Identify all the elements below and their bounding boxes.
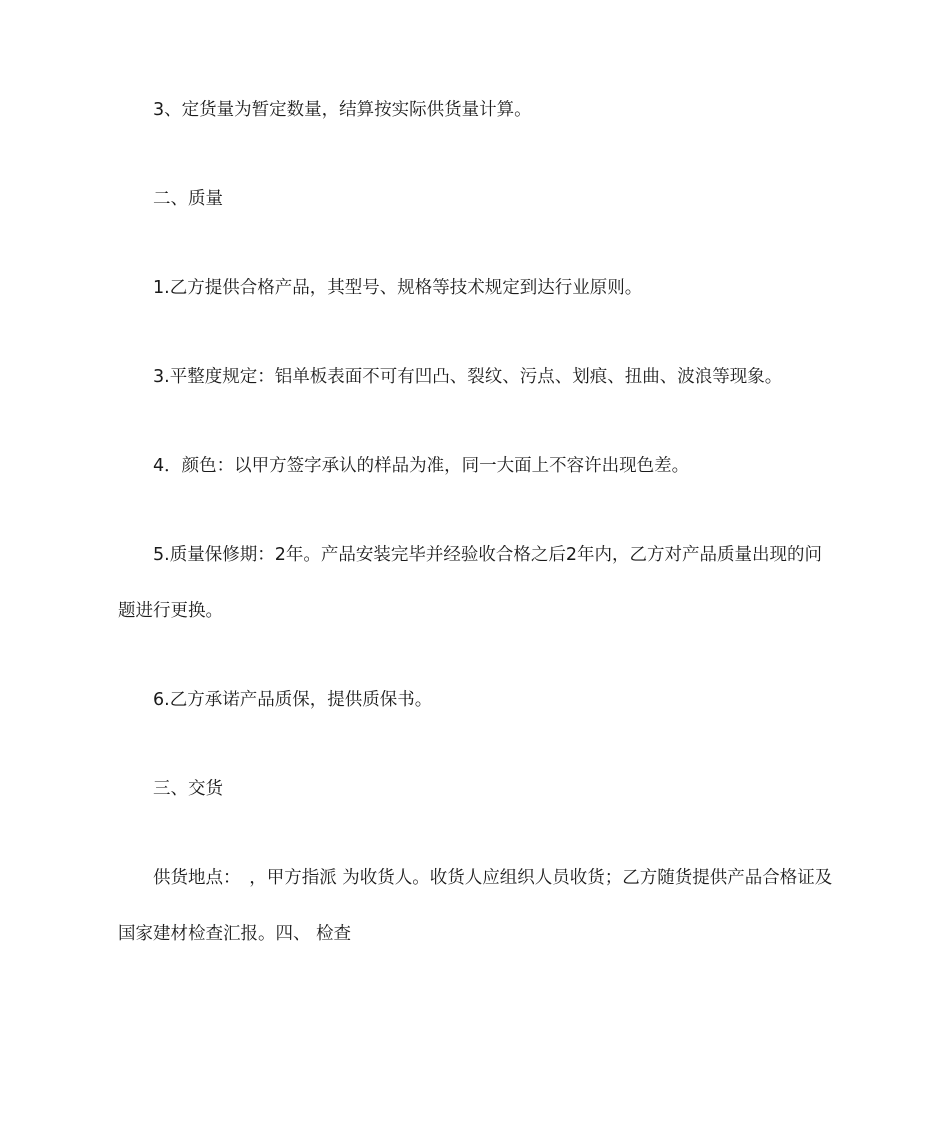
- section-heading-quality: 二、质量: [153, 189, 223, 209]
- section-heading-delivery: 三、交货: [153, 779, 223, 799]
- clause-warranty-certificate: 6.乙方承诺产品质保，提供质保书。: [153, 690, 433, 710]
- clause-color: 4．颜色：以甲方签字承认的样品为准，同一大面上不容许出现色差。: [153, 456, 690, 476]
- clause-warranty-period: 5.质量保修期：2年。产品安装完毕并经验收合格之后2年内，乙方对产品质量出现的问题进行更换。: [118, 545, 822, 621]
- clause-quantity-settlement: 3、定货量为暂定数量，结算按实际供货量计算。: [153, 100, 532, 120]
- clause-flatness: 3.平整度规定：铝单板表面不可有凹凸、裂纹、污点、划痕、扭曲、波浪等现象。: [153, 367, 783, 387]
- clause-delivery-location: 供货地点： ，甲方指派 为收货人。收货人应组织人员收货；乙方随货提供产品合格证及国家建材检查汇报。四、 检查: [118, 868, 833, 944]
- clause-qualified-products: 1.乙方提供合格产品，其型号、规格等技术规定到达行业原则。: [153, 278, 643, 298]
